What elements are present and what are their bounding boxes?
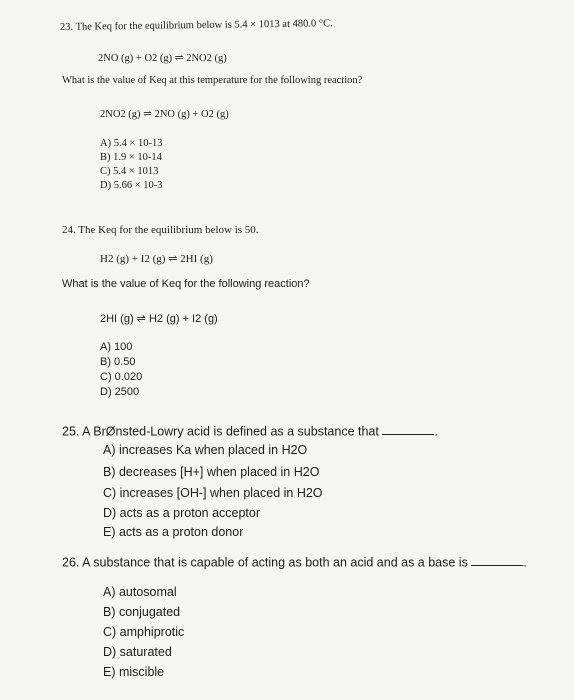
q25-option-c: C) increases [OH-] when placed in H2O bbox=[103, 486, 323, 500]
q26-stem-line bbox=[62, 554, 527, 569]
q24-question: What is the value of Keq for the following reaction? bbox=[62, 278, 310, 290]
q24-option-d: D) 2500 bbox=[100, 386, 140, 398]
q24-reaction: H2 (g) + I2 (g) ⇌ 2HI (g) bbox=[100, 253, 213, 265]
q25-period: . bbox=[434, 424, 438, 439]
q24-target-reaction: 2HI (g) ⇌ H2 (g) + I2 (g) bbox=[100, 313, 218, 325]
q26-option-b: B) conjugated bbox=[103, 605, 181, 619]
q25-stem: 25. A BrØnsted-Lowry acid is defined as a substance that bbox=[62, 424, 379, 439]
q25-option-e: E) acts as a proton donor bbox=[103, 525, 244, 539]
q23-target-reaction: 2NO2 (g) ⇌ 2NO (g) + O2 (g) bbox=[100, 109, 229, 120]
q25-stem-line bbox=[62, 423, 438, 438]
q23-reaction: 2NO (g) + O2 (g) ⇌ 2NO2 (g) bbox=[98, 53, 227, 64]
q23-stem: 23. The Keq for the equilibrium below is 5.4 × 1013 at 480.0 °C. bbox=[59, 18, 333, 33]
q23-option-c: C) 5.4 × 1013 bbox=[100, 166, 159, 177]
q26-answer-blank bbox=[471, 554, 523, 566]
q25-answer-blank bbox=[382, 423, 434, 435]
q23-question: What is the value of Keq at this temperature for the following reaction? bbox=[62, 75, 363, 86]
q26-option-c: C) amphiprotic bbox=[103, 625, 185, 639]
q25-option-b: B) decreases [H+] when placed in H2O bbox=[103, 465, 320, 479]
q26-period: . bbox=[523, 555, 527, 570]
q26-stem: 26. A substance that is capable of acting as both an acid and as a base is bbox=[62, 555, 468, 570]
q24-option-a: A) 100 bbox=[100, 341, 133, 353]
q25-option-a: A) increases Ka when placed in H2O bbox=[103, 443, 308, 457]
q23-option-d: D) 5.66 × 10-3 bbox=[100, 180, 163, 191]
q26-option-e: E) miscible bbox=[103, 665, 165, 679]
q26-option-a: A) autosomal bbox=[103, 585, 177, 599]
q23-option-b: B) 1.9 × 10-14 bbox=[100, 152, 162, 163]
q25-option-d: D) acts as a proton acceptor bbox=[103, 506, 261, 520]
q24-option-c: C) 0.020 bbox=[100, 371, 143, 383]
q24-option-b: B) 0.50 bbox=[100, 356, 136, 368]
q24-stem: 24. The Keq for the equilibrium below is 50. bbox=[62, 224, 259, 236]
q23-option-a: A) 5.4 × 10-13 bbox=[100, 138, 163, 149]
q26-option-d: D) saturated bbox=[103, 645, 172, 659]
